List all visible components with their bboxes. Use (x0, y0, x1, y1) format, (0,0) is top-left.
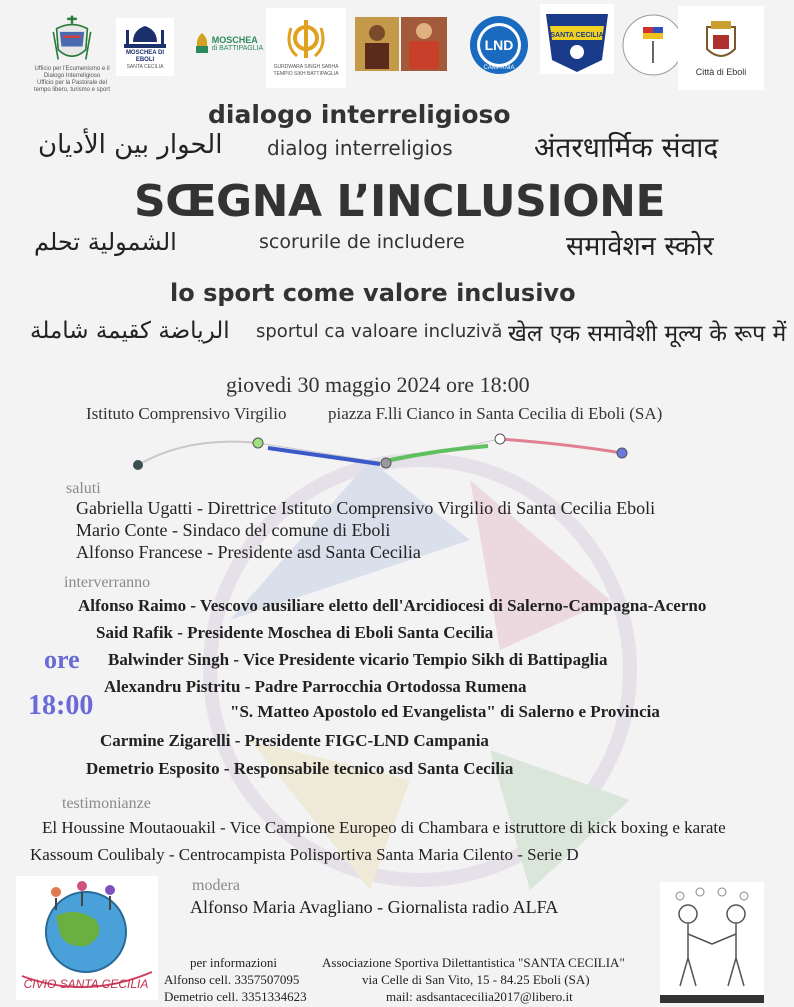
saluti-item: Mario Conte - Sindaco del comune di Eboli (76, 520, 391, 540)
ore-time: 18:00 (28, 690, 94, 721)
testimonianza-item: El Houssine Moutaouakil - Vice Campione Europeo di Chambara e istruttore di kick boxing e karate (42, 818, 726, 837)
citta-di-eboli-logo (678, 6, 764, 90)
main-title: SŒGNA L’INCLUSIONE (134, 176, 666, 227)
speaker-item: Alexandru Pistritu - Padre Parrocchia Ortodossa Rumena (104, 677, 527, 696)
subtitle-ro: sportul ca valoare incluzivă (256, 321, 503, 342)
flags-circle-logo (620, 12, 686, 78)
speaker-item: Carmine Zigarelli - Presidente FIGC-LND Campania (100, 731, 489, 750)
association-address: via Celle di San Vito, 15 - 84.25 Eboli (SA) (362, 972, 590, 987)
contacts-title: per informazioni (190, 955, 277, 970)
lnd-campania-logo (468, 14, 530, 76)
moschea-battipaglia-name: MOSCHEA (211, 34, 258, 45)
santa-cecilia-club-logo (540, 4, 614, 74)
children-drawing (16, 876, 158, 1000)
dialogo-it-heading: dialogo interreligioso (208, 100, 511, 129)
dialogo-hi-heading: अंतरधार्मिक संवाद (534, 131, 719, 164)
speaker-item: "S. Matteo Apostolo ed Evangelista" di Salerno e Provincia (230, 702, 660, 721)
contact-line: Alfonso cell. 3357507095 (164, 972, 300, 987)
testimonianze-label: testimonianze (62, 795, 151, 812)
lnd-text: LND (484, 37, 514, 53)
club-text: SANTA CECILIA (550, 32, 604, 39)
gurdwara-sub: TEMPIO SIKH BATTIPAGLIA (273, 71, 339, 77)
drawing-caption: CIVIO SANTA CECILIA (23, 977, 149, 991)
ore-label: ore (44, 645, 80, 674)
event-address: piazza F.lli Cianco in Santa Cecilia di Eboli (SA) (328, 404, 663, 423)
decorative-connector (128, 430, 638, 474)
orthodox-icons-logo (354, 16, 448, 72)
speaker-item: Alfonso Raimo - Vescovo ausiliare eletto dell'Arcidiocesi di Salerno-Campagna-Acerno (78, 596, 707, 615)
lnd-sub: CAMPANIA (483, 65, 515, 71)
dialogo-ar-heading: الحوار بين الأديان (38, 130, 223, 160)
moschea-battipaglia-logo (190, 28, 268, 58)
moschea-eboli-name: MOSCHEA DI EBOLI (125, 49, 165, 63)
interverranno-label: interverranno (64, 574, 151, 591)
saluti-label: saluti (66, 480, 101, 497)
speaker-item: Balwinder Singh - Vice Presidente vicario Tempio Sikh di Battipaglia (108, 650, 608, 669)
handshake-drawing (660, 882, 764, 1003)
event-date: giovedi 30 maggio 2024 ore 18:00 (226, 372, 530, 397)
gurdwara-name: GURDWARA SINGH SABHA (273, 64, 339, 70)
modera-label: modera (192, 877, 240, 894)
moschea-battipaglia-sub: di BATTIPAGLIA (211, 44, 264, 52)
title-hi: समावेशन स्कोर (566, 231, 714, 262)
event-venue: Istituto Comprensivo Virgilio (86, 404, 287, 423)
diocese-crest-logo (32, 14, 112, 94)
association-mail: mail: asdsantacecilia2017@libero.it (386, 989, 573, 1004)
saluti-item: Gabriella Ugatti - Direttrice Istituto Comprensivo Virgilio di Santa Cecilia Eboli (76, 498, 656, 518)
citta-di-eboli-text: Città di Eboli (695, 67, 747, 77)
title-ro: scorurile de includere (259, 231, 465, 253)
subtitle-it: lo sport come valore inclusivo (170, 279, 576, 307)
testimonianza-item: Kassoum Coulibaly - Centrocampista Polisportiva Santa Maria Cilento - Serie D (30, 845, 579, 864)
saluti-item: Alfonso Francese - Presidente asd Santa Cecilia (76, 542, 421, 562)
association-name: Associazione Sportiva Dilettantistica "SANTA CECILIA" (322, 955, 625, 970)
subtitle-ar: الرياضة كقيمة شاملة (30, 318, 230, 344)
gurdwara-logo (266, 8, 346, 88)
dialogo-ro-heading: dialog interreligios (267, 136, 453, 160)
diocese-caption-2: Ufficio per la Pastorale del tempo libero, turismo e sport (33, 80, 111, 93)
speaker-item: Said Rafik - Presidente Moschea di Eboli Santa Cecilia (96, 623, 494, 642)
moschea-eboli-sub: SANTA CECILIA (126, 63, 164, 70)
moschea-eboli-logo (116, 18, 174, 76)
contact-line: Demetrio cell. 3351334623 (164, 989, 307, 1004)
diocese-caption-1: Ufficio per l'Ecumenismo e il Dialogo Interreligioso (34, 66, 110, 79)
speaker-item: Demetrio Esposito - Responsabile tecnico asd Santa Cecilia (86, 759, 514, 778)
title-ar: الشمولية تحلم (34, 228, 177, 256)
subtitle-hi: खेल एक समावेशी मूल्य के रूप में (508, 321, 787, 347)
moderator-name: Alfonso Maria Avagliano - Giornalista radio ALFA (190, 897, 559, 917)
